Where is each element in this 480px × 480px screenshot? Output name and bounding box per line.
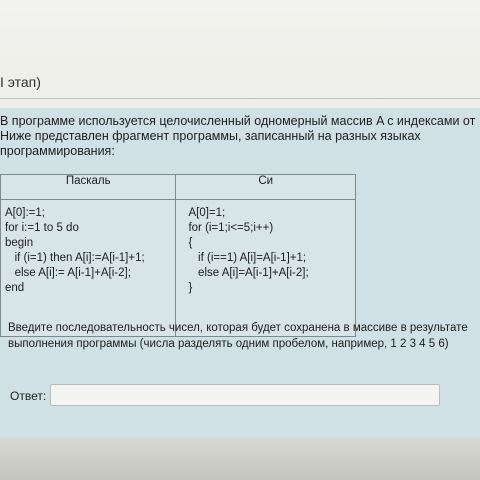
code-line: A[0]=1;: [188, 207, 226, 219]
question-line: Ниже представлен фрагмент программы, записанный на разных языках: [0, 129, 421, 143]
header-c: Си: [176, 175, 356, 200]
question-line: В программе используется целочисленный одномерный массив A с индексами от: [0, 114, 476, 128]
code-line: for i:=1 to 5 do: [5, 222, 79, 234]
instruction-line: выполнения программы (числа разделять одним пробелом, например, 1 2 3 4 5 6): [8, 338, 449, 350]
header-divider: [0, 98, 480, 99]
c-code: [176, 200, 356, 337]
question-line: программирования:: [0, 144, 115, 158]
code-table: [0, 174, 356, 337]
page-crumb: I этап): [0, 74, 41, 90]
bottom-shadow: [0, 438, 480, 480]
answer-label: Ответ:: [10, 389, 47, 403]
question-text: [0, 114, 480, 159]
code-line: begin: [5, 237, 34, 249]
code-line: }: [188, 282, 193, 294]
instruction-line: Введите последовательность чисел, которая будет сохранена в массиве в результате: [8, 322, 468, 334]
answer-row: [10, 384, 450, 410]
code-line: else A[i]:= A[i-1]+A[i-2];: [5, 267, 131, 279]
code-line: if (i=1) then A[i]:=A[i-1]+1;: [5, 252, 145, 264]
answer-input[interactable]: [50, 384, 440, 406]
code-line: {: [188, 237, 193, 249]
instruction-text: [8, 320, 480, 352]
code-line: A[0]:=1;: [5, 207, 45, 219]
pascal-code: [1, 200, 176, 337]
code-line: for (i=1;i<=5;i++): [188, 222, 274, 234]
code-line: if (i==1) A[i]=A[i-1]+1;: [188, 252, 307, 264]
code-line: else A[i]=A[i-1]+A[i-2];: [188, 267, 309, 279]
code-line: end: [5, 282, 25, 294]
header-pascal: Паскаль: [1, 175, 176, 200]
